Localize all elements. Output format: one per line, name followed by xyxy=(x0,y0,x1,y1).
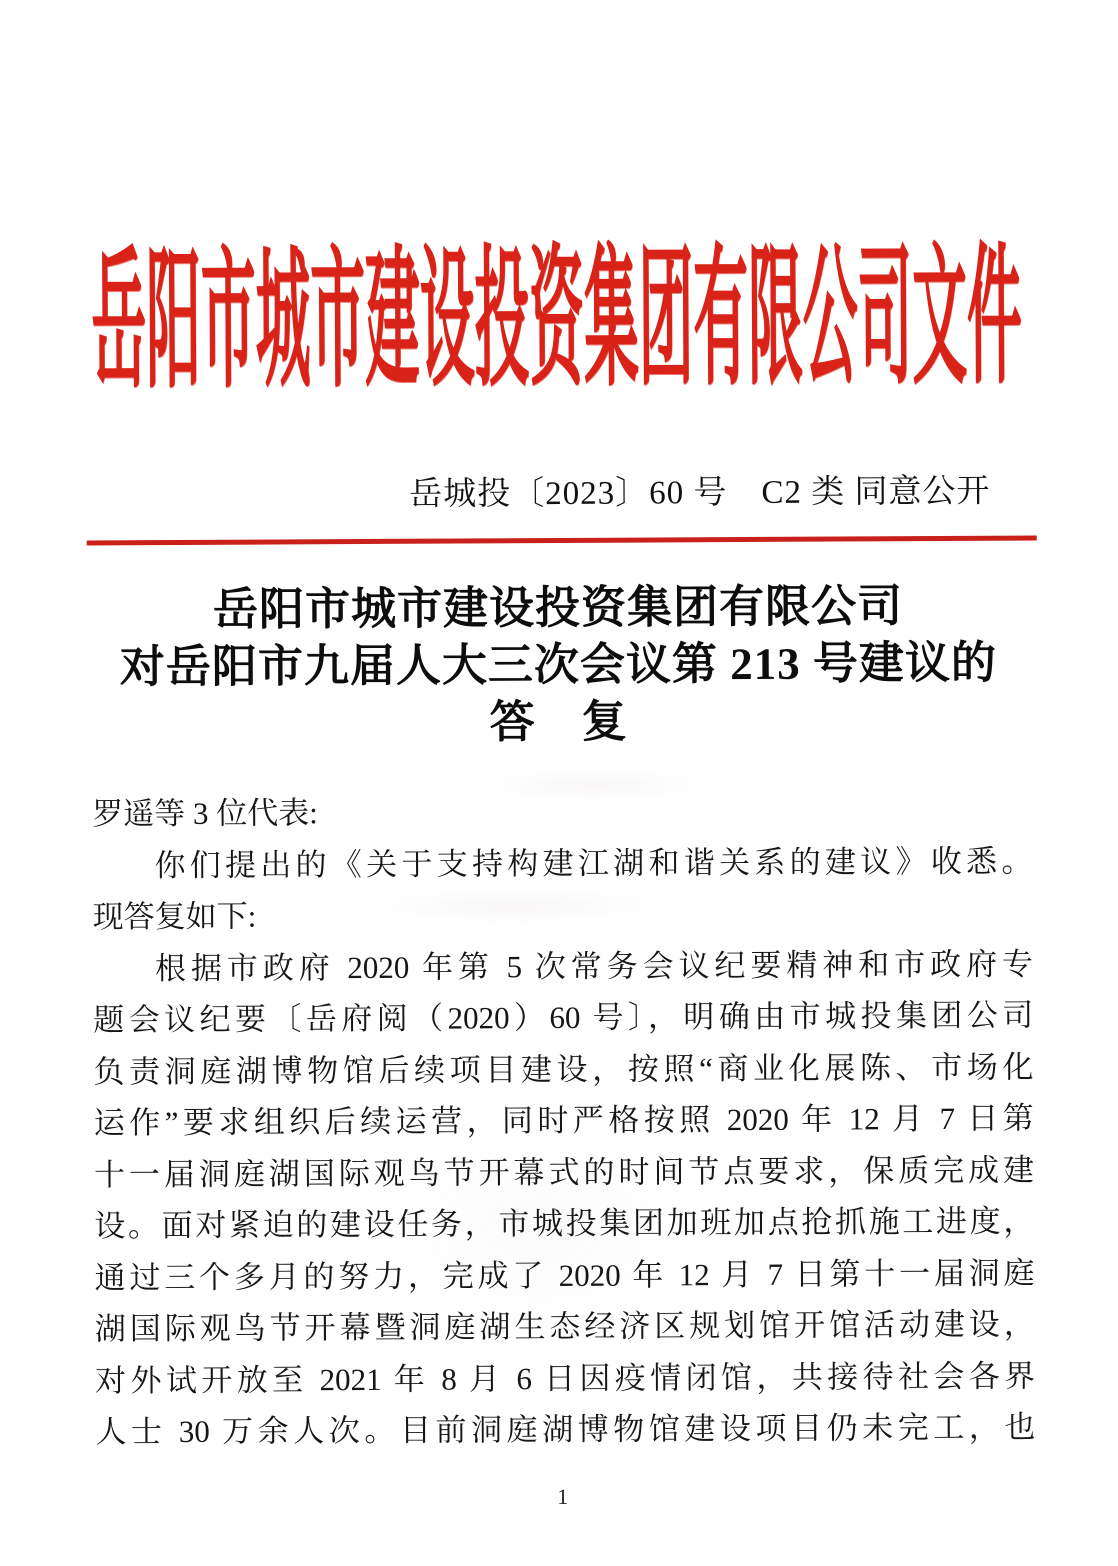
letterhead-org-title: 岳阳市城市建设投资集团有限公司文件 xyxy=(91,233,1023,407)
document-body xyxy=(92,784,1035,1458)
body-line: 题会议纪要〔岳府阅（2020）60 号〕，明确由市城投集团公司 xyxy=(93,997,1034,1038)
document-title-line2: 对岳阳市九届人大三次会议第 213 号建议的 xyxy=(119,637,998,693)
document-title xyxy=(39,577,1078,753)
body-line: 通过三个多月的努力，完成了 2020 年 12 月 7 日第十一届洞庭 xyxy=(94,1255,1035,1295)
document-title-line1: 岳阳市城市建设投资集团有限公司 xyxy=(212,581,904,635)
body-line: 人士 30 万余人次。目前洞庭湖博物馆建设项目仍未完工，也 xyxy=(95,1409,1036,1450)
body-line: 设。面对紧迫的建设任务，市城投集团加班加点抢抓施工进度， xyxy=(94,1203,1035,1244)
body-line: 十一届洞庭湖国际观鸟节开幕式的时间节点要求，保质完成建 xyxy=(93,1152,1035,1192)
letterhead xyxy=(0,233,1116,407)
body-line: 根据市政府 2020 年第 5 次常务会议纪要精神和市政府专 xyxy=(154,946,1034,986)
body-line: 湖国际观鸟节开幕暨洞庭湖生态经济区规划馆开馆活动建设， xyxy=(94,1306,1035,1347)
body-line: 运作”要求组织后续运营，同时严格按照 2020 年 12 月 7 日第 xyxy=(93,1100,1034,1141)
page-number: 1 xyxy=(557,1483,569,1510)
salutation-line: 罗遥等 3 位代表: xyxy=(92,795,318,832)
document-title-line3: 答 复 xyxy=(489,696,628,748)
body-line: 对外试开放至 2021 年 8 月 6 日因疫情闭馆，共接待社会各界 xyxy=(95,1358,1036,1398)
document-number-line: 岳城投〔2023〕60 号 C2 类 同意公开 xyxy=(409,473,991,513)
body-line: 现答复如下: xyxy=(92,898,257,935)
red-divider-rule xyxy=(87,535,1037,545)
body-line: 你们提出的《关于支持构建江湖和谐关系的建议》收悉。 xyxy=(154,843,1033,883)
body-line: 负责洞庭湖博物馆后续项目建设，按照“商业化展陈、市场化 xyxy=(93,1049,1034,1089)
